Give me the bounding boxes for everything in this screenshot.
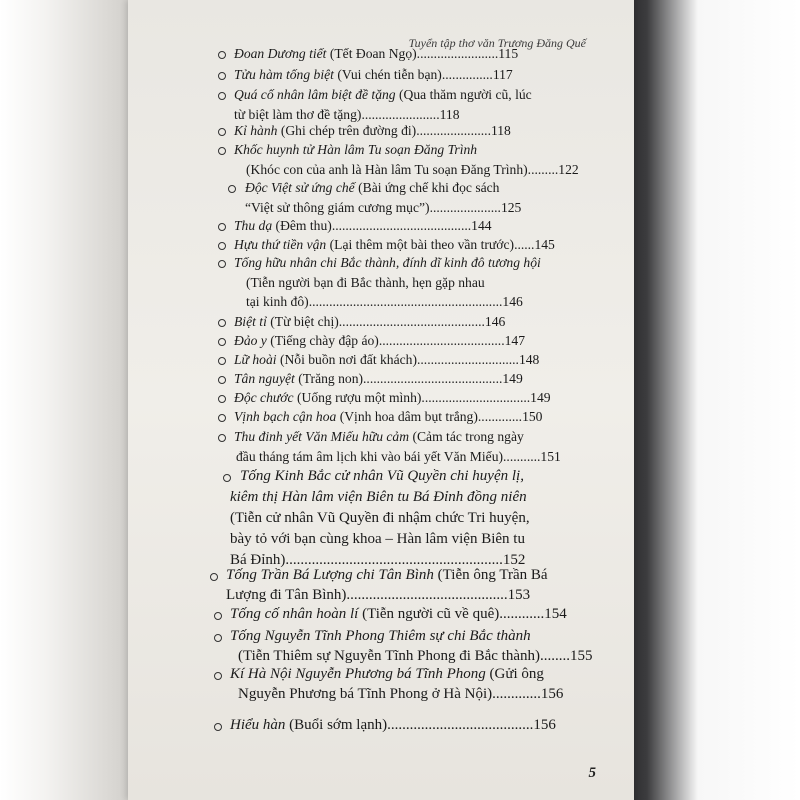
leader-dots: ....................... [361,106,440,122]
toc-page-number: 153 [507,586,531,603]
toc-line [234,331,525,351]
toc-title-vietnamese: Thu dạ [234,218,273,233]
toc-translation: (Nỗi buồn nơi đất khách) [276,352,417,367]
toc-line [226,586,530,606]
leader-dots: ......................................... [363,371,503,386]
toc-translation: (Vịnh hoa dâm bụt trắng) [336,409,478,424]
toc-line [234,350,539,370]
bullet-icon [228,185,236,193]
toc-page-number: 151 [540,448,561,464]
toc-line [234,85,532,105]
toc-translation: (Ghi chép trên đường đi) [277,123,417,138]
toc-translation: tại kinh đô) [246,294,309,309]
leader-dots: ............... [441,67,493,82]
toc-line [238,685,563,705]
toc-title-vietnamese: Tống Trần Bá Lượng chi Tân Bình [226,567,434,583]
toc-translation: Lượng đi Tân Bình) [226,586,347,603]
toc-page-number: 125 [500,199,522,215]
page-number: 5 [588,765,596,781]
toc-line [234,369,523,389]
bullet-icon [223,474,231,482]
toc-translation: (Tiễn cử nhân Vũ Quyền đi nhậm chức Tri huyện, [230,510,530,526]
toc-line [230,716,556,736]
toc-translation: (Lại thêm một bài theo vần trước) [326,237,515,252]
leader-dots: ........... [503,448,541,464]
bullet-icon [218,414,226,422]
toc-page-number: 118 [439,106,460,122]
leader-dots: .............................. [417,352,519,367]
toc-translation: (Đêm thu) [272,218,332,233]
toc-translation: Bá Đỉnh) [230,552,286,568]
toc-translation: (Vui chén tiễn bạn) [333,67,442,82]
toc-title-vietnamese: Hiểu hàn [230,717,286,733]
toc-translation: (Gửi ông [485,666,544,682]
bullet-icon [214,723,222,731]
toc-line [230,487,527,508]
toc-line [246,273,485,293]
toc-translation: (Khóc con của anh là Hàn lâm Tu soạn Đăng Trình) [246,161,528,177]
toc-line [234,427,524,447]
leader-dots: .......................................................... [285,552,503,568]
toc-translation: (Trăng non) [294,371,364,386]
toc-line [246,160,579,180]
toc-title-vietnamese: Tân nguyệt [234,371,295,386]
toc-title-vietnamese: Kí Hà Nội Nguyễn Phương bá Tĩnh Phong [230,666,486,682]
leader-dots: ............ [499,606,545,622]
toc-page-number: 149 [530,390,551,405]
toc-translation: (Bài ứng chế khi đọc sách [354,180,500,195]
toc-title-vietnamese: Kỉ hành [234,123,278,138]
bullet-icon [218,223,226,231]
toc-line [230,665,544,685]
toc-translation: (Uống rượu một mình) [293,390,422,405]
toc-title-vietnamese: Tửu hàm tống biệt [234,67,334,82]
toc-page-number: 148 [518,352,540,367]
toc-line [234,235,555,255]
running-header: Tuyển tập thơ văn Trương Đăng Quế [408,36,586,50]
toc-title-vietnamese: Đảo y [234,333,267,348]
toc-translation: (Tiễn Thiêm sự Nguyễn Tĩnh Phong đi Bắc thành) [238,647,541,664]
toc-page-number: 156 [540,685,564,702]
toc-line [236,447,561,467]
bullet-icon [218,92,226,100]
bullet-icon [218,338,226,346]
bullet-icon [218,434,226,442]
toc-title-vietnamese: Khốc huynh tử Hàn lâm Tu soạn Đăng Trình [234,142,478,157]
toc-line [238,647,593,667]
toc-page-number: 144 [471,218,492,233]
toc-page-number: 155 [570,647,593,664]
toc-line [234,44,518,64]
toc-page-number: 146 [502,294,523,309]
toc-line [245,198,521,218]
toc-title-vietnamese: Độc Việt sử ứng chế [245,180,355,195]
leader-dots: ...... [514,237,535,252]
toc-page-number: 118 [490,123,511,138]
leader-dots: ......................................... [331,218,472,233]
toc-line [230,529,525,550]
toc-translation: “Việt sử thông giám cương mục”) [245,199,430,215]
toc-title-vietnamese: Vịnh bạch cận hoa [234,409,337,424]
toc-translation: (Tiễn người cũ về quê) [358,606,500,622]
bullet-icon [218,260,226,268]
toc-line [234,388,551,408]
toc-page-number: 115 [498,46,519,61]
leader-dots: ............. [492,685,541,702]
bullet-icon [218,128,226,136]
toc-title-vietnamese: Tống Kinh Bắc cử nhân Vũ Quyền chi huyện lị, [240,468,524,484]
book-page [128,0,634,800]
leader-dots: ......................................................... [308,294,503,309]
toc-translation: (Cảm tác trong ngày [409,429,524,444]
bullet-icon [218,147,226,155]
toc-title-vietnamese: Quá cố nhân lâm biệt đề tặng [234,87,396,102]
toc-translation: (Tiếng chày đập áo) [266,333,379,348]
toc-page-number: 122 [558,161,579,177]
toc-title-vietnamese: Tống hữu nhân chi Bắc thành, đính dĩ kinh đô tương hội [234,255,541,270]
toc-translation: (Tiễn ông Trần Bá [433,567,548,583]
leader-dots: ........................................... [346,586,508,603]
toc-line [230,605,567,625]
leader-dots: ........................................... [338,314,485,329]
bullet-icon [214,634,222,642]
toc-title-vietnamese: Đoan Dương tiết [234,46,327,61]
toc-translation: từ biệt làm thơ đề tặng) [234,106,362,122]
leader-dots: ............. [477,409,523,424]
toc-title-vietnamese: kiêm thị Hàn lâm viện Biên tu Bá Đỉnh đồng niên [230,489,527,505]
toc-translation: (Tết Đoan Ngọ) [326,46,417,61]
bullet-icon [218,357,226,365]
toc-translation: bày tỏ với bạn cùng khoa – Hàn lâm viện Biên tu [230,531,525,547]
toc-title-vietnamese: Biệt tỉ [234,314,267,329]
right-background [630,0,800,800]
leader-dots: ..................... [429,199,501,215]
toc-title-vietnamese: Hựu thứ tiền vận [234,237,327,252]
bullet-icon [214,612,222,620]
toc-page-number: 150 [522,409,543,424]
toc-line [234,312,505,332]
toc-line [230,508,530,529]
bullet-icon [218,51,226,59]
toc-line [234,253,541,273]
leader-dots: ......... [527,161,559,177]
table-of-contents [128,0,634,800]
leader-dots: ................................ [421,390,531,405]
bullet-icon [214,672,222,680]
toc-translation: (Từ biệt chị) [266,314,339,329]
toc-page-number: 149 [502,371,523,386]
toc-title-vietnamese: Lữ hoài [234,352,277,367]
toc-page-number: 156 [533,717,556,733]
toc-line [246,292,523,312]
toc-line [240,466,524,487]
toc-title-vietnamese: Tống cố nhân hoàn lí [230,606,359,622]
toc-page-number: 145 [534,237,555,252]
bullet-icon [218,319,226,327]
leader-dots: ........................ [416,46,499,61]
toc-page-number: 152 [502,552,526,568]
leader-dots: ..................................... [378,333,505,348]
leader-dots: ....................................... [387,717,534,733]
leader-dots: ...................... [416,123,491,138]
bullet-icon [218,242,226,250]
toc-title-vietnamese: Thu đinh yết Văn Miếu hữu cảm [234,429,410,444]
toc-translation: (Qua thăm người cũ, lúc [395,87,532,102]
toc-translation: (Buổi sớm lạnh) [285,717,388,733]
toc-page-number: 146 [484,314,506,329]
toc-translation: đầu tháng tám âm lịch khi vào bái yết Văn Miếu) [236,448,504,464]
toc-translation: Nguyễn Phương bá Tĩnh Phong ở Hà Nội) [238,685,493,702]
toc-line [230,627,531,647]
leader-dots: ........ [540,647,571,664]
bullet-icon [218,395,226,403]
toc-line [234,121,511,141]
toc-page-number: 154 [544,606,567,622]
toc-page-number: 147 [504,333,525,348]
toc-line [234,407,542,427]
toc-line [234,65,513,85]
toc-title-vietnamese: Tống Nguyễn Tĩnh Phong Thiêm sự chi Bắc thành [230,628,531,644]
toc-translation: (Tiễn người bạn đi Bắc thành, hẹn gặp nhau [246,274,485,290]
toc-line [234,140,477,160]
toc-line [226,566,548,586]
toc-page-number: 117 [492,67,513,82]
bullet-icon [210,573,218,581]
toc-line [234,216,492,236]
bullet-icon [218,72,226,80]
bullet-icon [218,376,226,384]
toc-title-vietnamese: Độc chước [234,390,294,405]
toc-line [245,178,499,198]
